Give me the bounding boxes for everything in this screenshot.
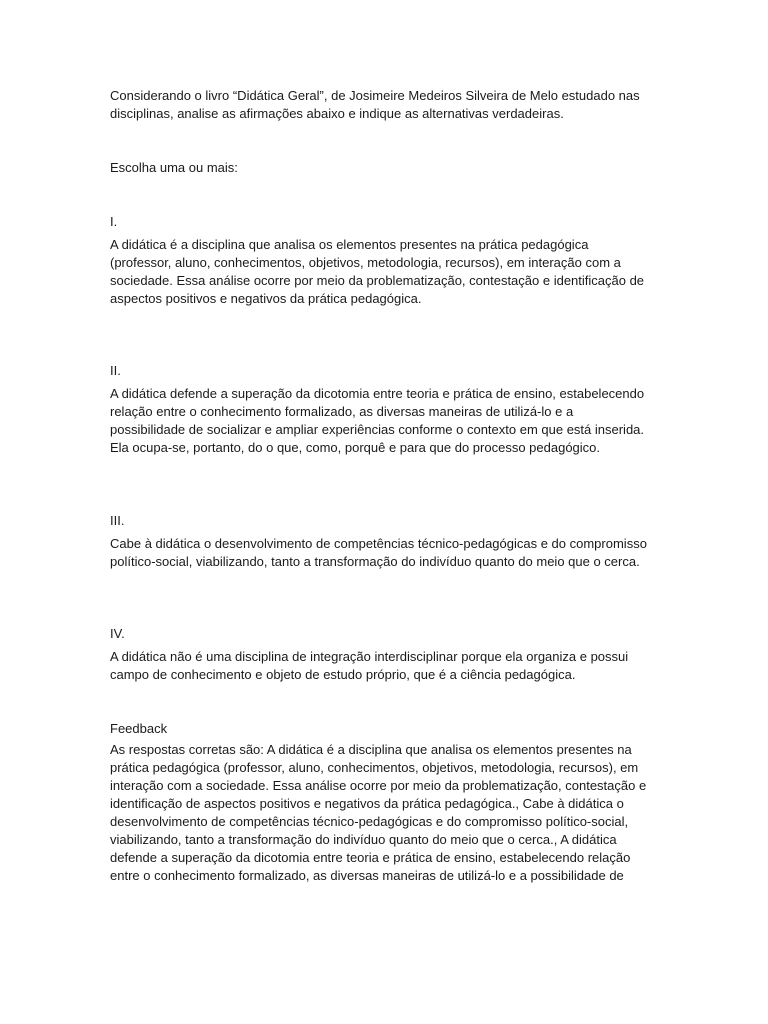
- item-numeral-4: IV.: [110, 626, 125, 641]
- question-intro: Considerando o livro “Didática Geral”, de Josimeire Medeiros Silveira de Melo estudado nas disciplinas, analise as afirmações abaixo e indique as alternativas verdadeiras.: [110, 88, 640, 121]
- item-numeral-3: III.: [110, 513, 125, 528]
- choose-instruction: Escolha uma ou mais:: [110, 160, 238, 175]
- document-page: [110, 84, 650, 885]
- item-text-1: A didática é a disciplina que analisa os elementos presentes na prática pedagógica (professor, aluno, conhecimentos, objetivos, metodologia, recursos), em interação com a sociedade. Essa análise ocorre por meio da problematização, contestação e identificação de aspectos positivos e negativos da prática pedagógica.: [110, 237, 645, 306]
- feedback-text: As respostas corretas são: A didática é a disciplina que analisa os elementos presentes na prática pedagógica (professor, aluno, conhecimentos, objetivos, metodologia, recursos), em interação com a sociedade. Essa análise ocorre por meio da problematização, contestação e identificação de aspectos positivos e negativos da prática pedagógica., Cabe à didática o desenvolvimento de competências técnico-pedagógicas e do compromisso político-social, viabilizando, tanto a transformação do indivíduo quanto do meio que o cerca., A didática defende a superação da dicotomia entre teoria e prática de ensino, estabelecendo relação entre o conhecimento formalizado, as diversas maneiras de utilizá-lo e a possibilidade de: [110, 742, 647, 883]
- item-text-2: A didática defende a superação da dicotomia entre teoria e prática de ensino, estabelecendo relação entre o conhecimento formalizado, as diversas maneiras de utilizá-lo e a possibilidade de socializar e ampliar experiências conforme o contexto em que está inserida. Ela ocupa-se, portanto, do o que, como, porquê e para que do processo pedagógico.: [110, 386, 645, 455]
- item-numeral-2: II.: [110, 363, 121, 378]
- feedback-heading: Feedback: [110, 721, 168, 736]
- item-numeral-1: I.: [110, 214, 118, 229]
- item-text-4: A didática não é uma disciplina de integração interdisciplinar porque ela organiza e possui campo de conhecimento e objeto de estudo próprio, que é a ciência pedagógica.: [110, 649, 629, 682]
- item-text-3: Cabe à didática o desenvolvimento de competências técnico-pedagógicas e do compromisso político-social, viabilizando, tanto a transformação do indivíduo quanto do meio que o cerca.: [110, 536, 647, 569]
